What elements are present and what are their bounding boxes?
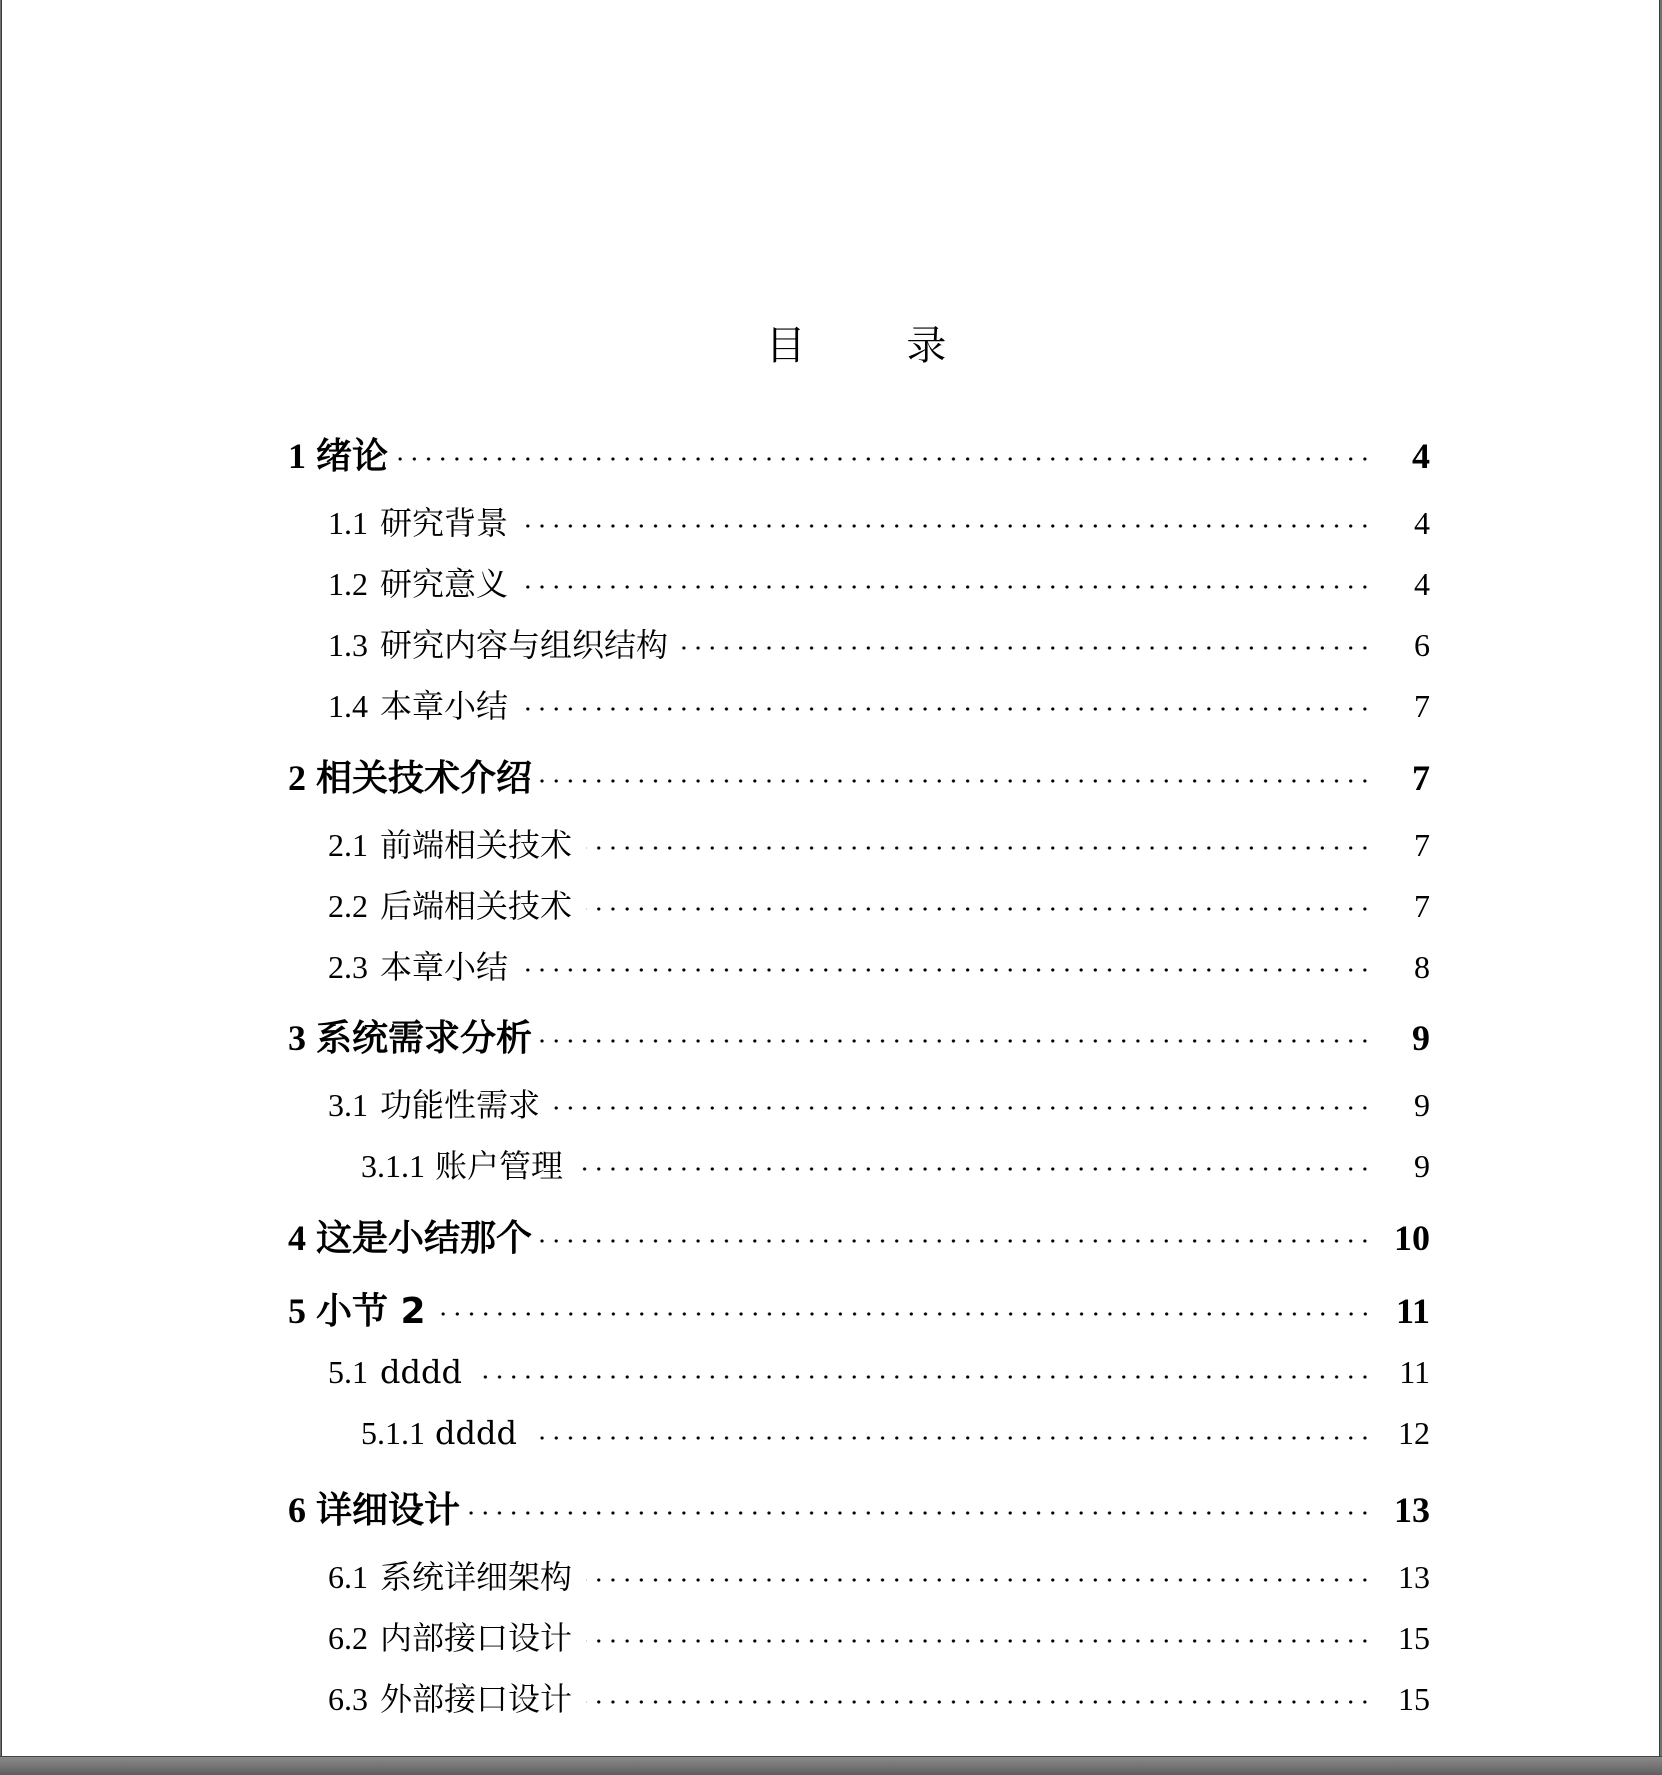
toc-entry-page: 9 [1414,1148,1430,1184]
dot-leader [586,846,1372,850]
toc-entry-number: 2 [288,758,306,798]
toc-entry-label: 账户管理 [435,1147,564,1185]
dot-leader [476,1375,1372,1379]
table-of-contents [2,0,1659,1756]
toc-entry-section[interactable] [328,942,1430,988]
toc-entry-number: 5 [288,1291,306,1331]
toc-entry-label: 外部接口设计 [380,1680,573,1718]
dot-leader [586,1578,1372,1582]
toc-entry-number: 5.1 [328,1354,368,1390]
toc-entry-number: 1.3 [328,627,368,663]
toc-entry-page: 12 [1398,1415,1430,1451]
toc-entry-label: 绪论 [316,436,389,477]
toc-entry-number: 6.1 [328,1559,368,1595]
toc-entry-chapter[interactable] [288,1283,1430,1334]
toc-entry-number: 2.2 [328,888,368,924]
toc-entry-chapter[interactable] [288,1010,1430,1061]
toc-entry-section[interactable] [328,1674,1430,1720]
toc-entry-section[interactable] [328,681,1430,727]
toc-entry-number: 1 [288,436,306,476]
toc-entry-number: 3.1.1 [361,1148,425,1184]
dot-leader [577,1167,1372,1171]
toc-entry-number: 4 [288,1218,306,1258]
toc-entry-label: 功能性需求 [380,1086,541,1124]
toc-entry-page: 4 [1414,566,1430,602]
toc-entry-number: 6.3 [328,1681,368,1717]
toc-entry-page: 11 [1399,1354,1430,1390]
toc-entry-page: 11 [1395,1291,1430,1331]
dot-leader [531,1436,1372,1440]
toc-entry-number: 2.3 [328,949,368,985]
document-page [1,0,1660,1756]
toc-entry-page: 15 [1398,1620,1430,1656]
toc-entry-number: 3.1 [328,1087,368,1123]
toc-entry-label: 小节 2 [316,1291,426,1332]
toc-entry-page: 7 [1414,688,1430,724]
toc-entry-subsection[interactable] [361,1141,1430,1187]
toc-entry-chapter[interactable] [288,750,1430,801]
dot-leader [586,1700,1372,1704]
toc-entry-label: 这是小结那个 [316,1218,533,1259]
toc-entry-section[interactable] [328,820,1430,866]
toc-entry-label: 相关技术介绍 [316,758,533,799]
toc-entry-number: 3 [288,1018,306,1058]
dot-leader [554,1106,1372,1110]
toc-entry-page: 15 [1398,1681,1430,1717]
toc-entry-page: 7 [1412,758,1430,798]
toc-entry-page: 7 [1414,888,1430,924]
dot-leader [540,1039,1372,1043]
toc-entry-label: 前端相关技术 [380,826,573,864]
toc-entry-number: 6.2 [328,1620,368,1656]
toc-entry-label: 后端相关技术 [380,887,573,925]
toc-entry-page: 8 [1414,949,1430,985]
toc-entry-page: 13 [1394,1490,1430,1530]
viewer-bottom-bar [0,1756,1662,1775]
toc-entry-section[interactable] [328,1353,1430,1391]
toc-entry-page: 13 [1398,1559,1430,1595]
toc-entry-label: 研究背景 [380,504,509,542]
dot-leader [586,907,1372,911]
dot-leader [540,779,1372,783]
toc-entry-page: 6 [1414,627,1430,663]
toc-entry-label: 内部接口设计 [380,1619,573,1657]
dot-leader [468,1511,1372,1515]
toc-entry-page: 9 [1414,1087,1430,1123]
toc-entry-label: 研究内容与组织结构 [380,626,669,664]
dot-leader [522,524,1372,528]
toc-entry-label: 详细设计 [316,1490,461,1531]
toc-entry-label: 本章小结 [380,948,509,986]
dot-leader [522,585,1372,589]
toc-entry-section[interactable] [328,559,1430,605]
dot-leader [682,646,1372,650]
toc-entry-label: dddd [380,1353,462,1391]
toc-title: 目 录 [765,323,991,369]
toc-entry-label: 本章小结 [380,687,509,725]
toc-entry-number: 6 [288,1490,306,1530]
toc-entry-number: 1.4 [328,688,368,724]
toc-entry-page: 4 [1412,436,1430,476]
dot-leader [396,457,1372,461]
toc-entry-page: 9 [1412,1018,1430,1058]
toc-entry-label: 系统详细架构 [380,1558,573,1596]
dot-leader [522,968,1372,972]
toc-entry-section[interactable] [328,620,1430,666]
toc-entry-label: 研究意义 [380,565,509,603]
toc-entry-number: 1.1 [328,505,368,541]
toc-entry-label: 系统需求分析 [316,1018,533,1059]
toc-entry-page: 4 [1414,505,1430,541]
dot-leader [586,1639,1372,1643]
toc-entry-chapter[interactable] [288,1482,1430,1533]
dot-leader [540,1239,1372,1243]
toc-entry-chapter[interactable] [288,1210,1430,1261]
toc-entry-label: dddd [435,1414,517,1452]
toc-entry-page: 7 [1414,827,1430,863]
toc-entry-section[interactable] [328,1613,1430,1659]
toc-entry-section[interactable] [328,1552,1430,1598]
toc-entry-chapter[interactable] [288,428,1430,479]
toc-entry-section[interactable] [328,881,1430,927]
dot-leader [434,1312,1372,1316]
toc-entry-number: 1.2 [328,566,368,602]
dot-leader [522,707,1372,711]
toc-entry-subsection[interactable] [361,1414,1430,1452]
toc-entry-section[interactable] [328,498,1430,544]
toc-entry-section[interactable] [328,1080,1430,1126]
toc-entry-number: 5.1.1 [361,1415,425,1451]
toc-entry-number: 2.1 [328,827,368,863]
toc-entry-page: 10 [1394,1218,1430,1258]
